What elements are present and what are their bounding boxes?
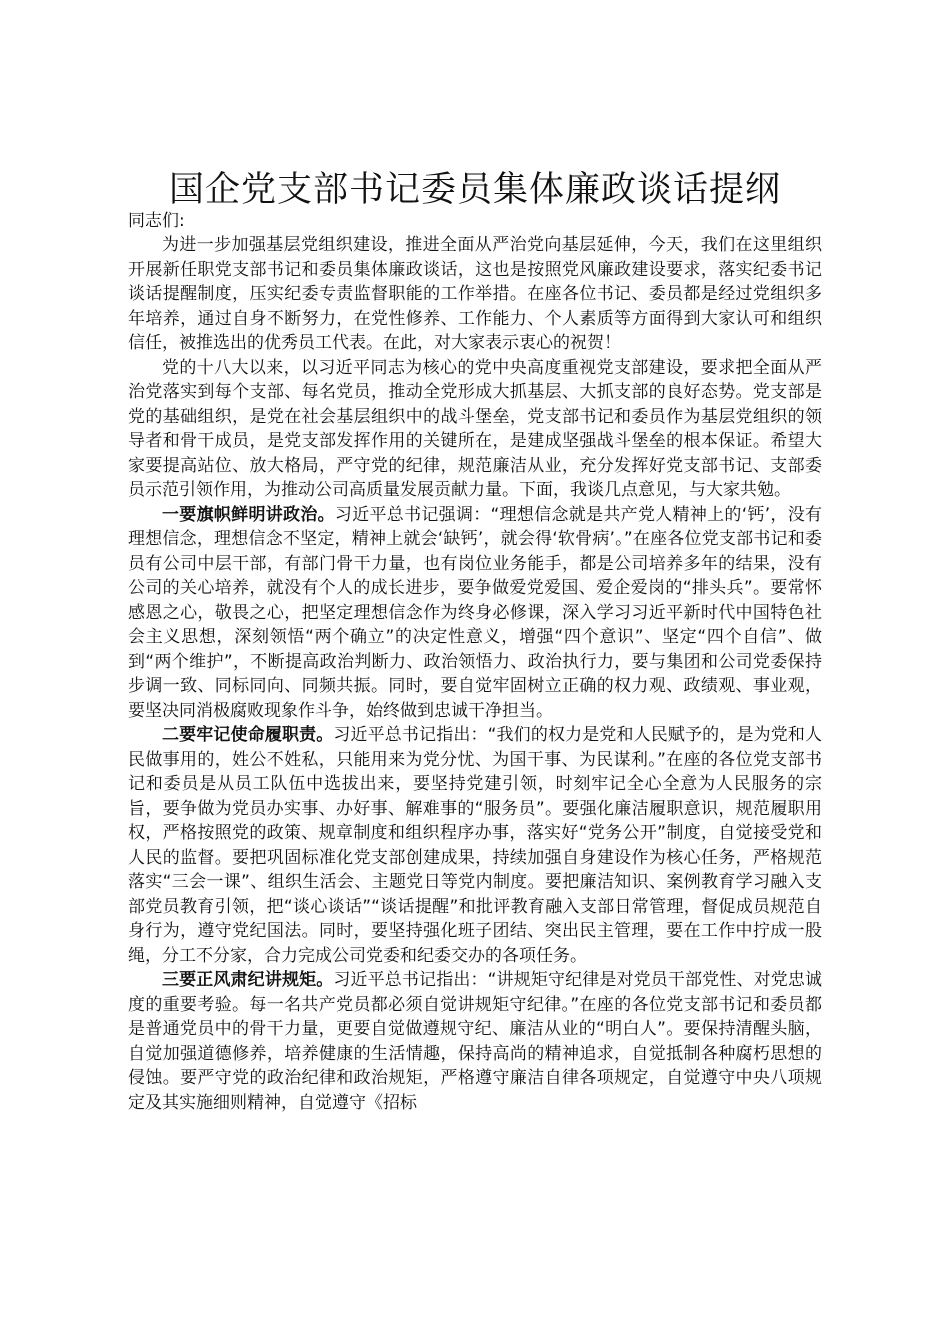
document-title: 国企党支部书记委员集体廉政谈话提纲 [168,170,781,210]
paragraph-intro [128,233,822,356]
paragraph-point-two [128,723,822,968]
paragraph-lead-heading: 三要正风肃纪讲规矩。 [162,970,334,990]
paragraph-point-three [128,968,822,1115]
paragraph-lead-heading: 二要牢记使命履职责。 [162,725,334,745]
paragraph-background [128,356,822,503]
paragraph-text: 习近平总书记指出：“讲规矩守纪律是对党员干部党性、对党忠诚度的重要考验。每一名共产党员都必须自觉讲规矩守纪律。”在座的各位党支部书记和委员都是普通党员中的骨干力量，更要自觉做遵规守纪、廉洁从业的“明白人”。要保持清醒头脑，自觉加强道德修养，培养健康的生活情趣，保持高尚的精神追求，自觉抵制各种腐朽思想的侵蚀。要严守党的政治纪律和政治规矩，严格遵守廉洁自律各项规定，自觉遵守中央八项规定及其实施细则精神，自觉遵守《招标 [128,970,823,1113]
document-page [128,166,822,1115]
paragraph-text: 习近平总书记指出：“我们的权力是党和人民赋予的，是为党和人民做事用的，姓公不姓私，只能用来为党分忧、为国干事、为民谋利。”在座的各位党支部书记和委员是从员工队伍中选拔出来，要坚持党建引领，时刻牢记全心全意为人民服务的宗旨，要争做为党员办实事、办好事、解难事的“服务员”。要强化廉洁履职意识，规范履职用权，严格按照党的政策、规章制度和组织程序办事，落实好“党务公开”制度，自觉接受党和人民的监督。要把巩固标准化党支部创建成果，持续加强自身建设作为核心任务，严格规范落实“三会一课”、组织生活会、主题党日等党内制度。要把廉洁知识、案例教育学习融入支部党员教育引领，把“谈心谈话”“谈话提醒”和批评教育融入支部日常管理，督促成员规范自身行为，遵守党纪国法。同时，要坚持强化班子团结、突出民主管理，要在工作中拧成一股绳，分工不分家，合力完成公司党委和纪委交办的各项任务。 [128,725,823,966]
salutation: 同志们: [128,211,185,231]
paragraph-text: 习近平总书记强调：“理想信念就是共产党人精神上的‘钙’，没有理想信念，理想信念不坚定，精神上就会‘缺钙’，就会得‘软骨病’。”在座各位党支部书记和委员有公司中层干部，有部门骨干力量，也有岗位业务能手，都是公司培养多年的结果，没有公司的关心培养，就没有个人的成长进步，要争做爱党爱国、爱企爱岗的“排头兵”。要常怀感恩之心，敬畏之心，把坚定理想信念作为终身必修课，深入学习习近平新时代中国特色社会主义思想，深刻领悟“两个确立”的决定性意义，增强“四个意识”、坚定“四个自信”、做到“两个维护”，不断提高政治判断力、政治领悟力、政治执行力，要与集团和公司党委保持步调一致、同标同向、同频共振。同时，要自觉牢固树立正确的权力观、政绩观、事业观，要坚决同消极腐败现象作斗争，始终做到忠诚干净担当。 [128,504,822,721]
paragraph-text: 党的十八大以来，以习近平同志为核心的党中央高度重视党支部建设，要求把全面从严治党落实到每个支部、每名党员，推动全党形成大抓基层、大抓支部的良好态势。党支部是党的基础组织，是党在社会基层组织中的战斗堡垒，党支部书记和委员作为基层党组织的领导者和骨干成员，是党支部发挥作用的关键所在，是建成坚强战斗堡垒的根本保证。希望大家要提高站位、放大格局，严守党的纪律，规范廉洁从业，充分发挥好党支部书记、支部委员示范引领作用，为推动公司高质量发展贡献力量。下面，我谈几点意见，与大家共勉。 [128,357,822,500]
paragraph-point-one [128,503,822,724]
paragraph-lead-heading: 一要旗帜鲜明讲政治。 [162,504,335,525]
paragraph-text: 为进一步加强基层党组织建设，推进全面从严治党向基层延伸，今天，我们在这里组织开展新任职党支部书记和委员集体廉政谈话，这也是按照党风廉政建设要求，落实纪委书记谈话提醒制度，压实纪委专责监督职能的工作举措。在座各位书记、委员都是经过党组织多年培养，通过自身不断努力，在党性修养、工作能力、个人素质等方面得到大家认可和组织信任，被推选出的优秀员工代表。在此，对大家表示衷心的祝贺！ [128,235,822,353]
